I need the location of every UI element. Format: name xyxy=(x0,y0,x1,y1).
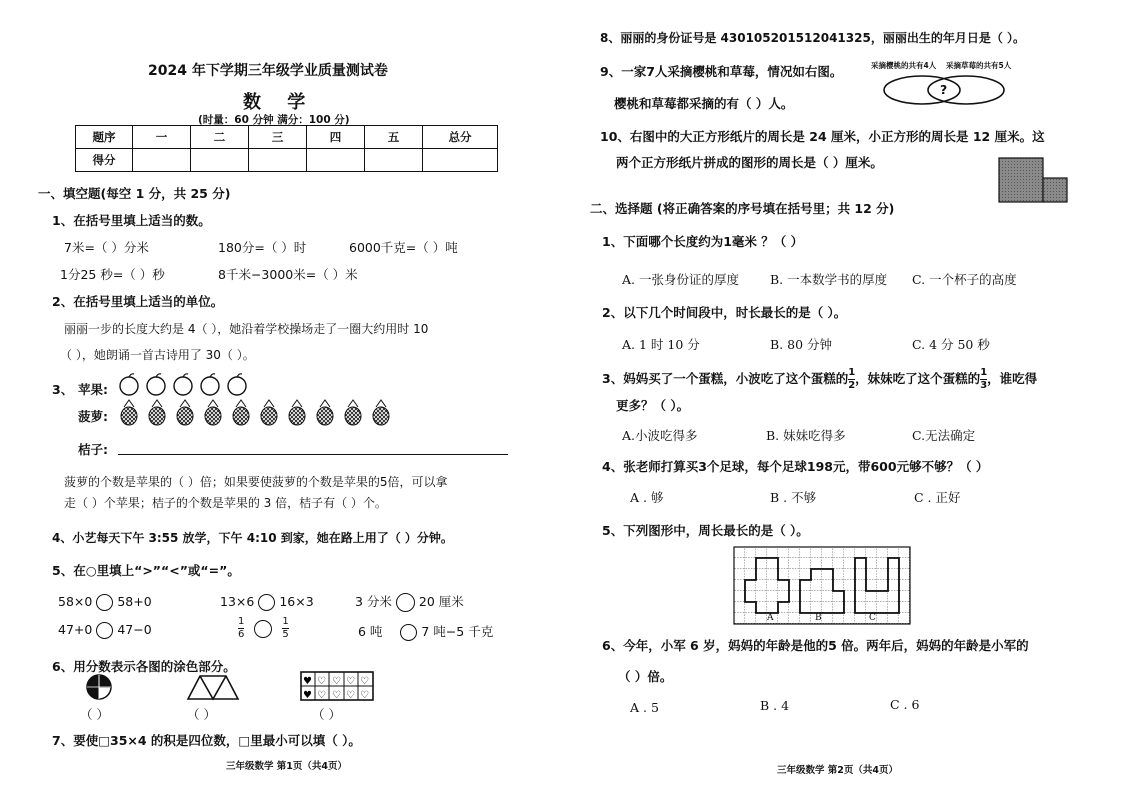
q6-blank-1[interactable]: （ ） xyxy=(80,707,109,722)
q6-prompt: 6、用分数表示各图的涂色部分。 xyxy=(52,659,236,674)
pineapple-icon xyxy=(149,400,165,425)
figure-label-b: B xyxy=(815,613,822,623)
page1-footer: 三年级数学 第1页（共4页） xyxy=(226,761,348,772)
grid-figures xyxy=(733,546,911,626)
q1-item-a: 7米=（ ）分米 xyxy=(64,240,149,255)
q6-blank-2[interactable]: （ ） xyxy=(187,707,216,722)
triangle-figure xyxy=(186,673,242,701)
c3-option-a[interactable]: A.小波吃得多 xyxy=(622,428,698,443)
heart-icon: ♡ xyxy=(317,676,326,687)
heart-icon: ♥ xyxy=(303,690,312,701)
pineapple-icon xyxy=(177,400,193,425)
q5-item-f xyxy=(358,622,493,641)
c2-option-a[interactable]: A. 1 时 10 分 xyxy=(622,337,700,352)
apple-icon xyxy=(228,374,246,395)
q5-d-left: 47+0 xyxy=(58,622,93,637)
q5-item-c xyxy=(355,592,464,612)
c2-prompt: 2、以下几个时间段中，时长最长的是（ ）。 xyxy=(602,305,847,320)
q5-f-left: 6 吨 xyxy=(358,624,383,639)
section2-heading: 二、选择题 (将正确答案的序号填在括号里；共 12 分) xyxy=(590,201,895,216)
pineapple-icon xyxy=(233,400,249,425)
score-cell: 三 xyxy=(249,126,307,149)
pineapple-label: 菠萝: xyxy=(78,409,108,424)
pineapple-icon xyxy=(345,400,361,425)
orange-answer-line[interactable] xyxy=(118,454,508,455)
q5-c-right: 20 厘米 xyxy=(418,594,464,609)
pineapple-icon xyxy=(261,400,277,425)
heart-icon: ♡ xyxy=(346,690,355,701)
score-cell: 题序 xyxy=(76,126,133,149)
q10-line2: 两个正方形纸片拼成的图形的周长是（ ）厘米。 xyxy=(616,155,883,170)
apple-label: 苹果: xyxy=(78,382,108,397)
score-input-cell[interactable] xyxy=(191,149,249,172)
figure-label-a: A xyxy=(767,613,774,623)
c3-option-b[interactable]: B. 妹妹吃得多 xyxy=(766,428,846,443)
q1-prompt: 1、在括号里填上适当的数。 xyxy=(52,213,211,228)
q1-item-b: 180分=（ ）时 xyxy=(218,240,307,255)
squares-figure xyxy=(998,157,1070,203)
c1-option-c[interactable]: C. 一个杯子的高度 xyxy=(912,272,1017,287)
score-table xyxy=(75,125,498,172)
q5-item-d xyxy=(58,622,152,639)
q10-line1: 10、右图中的大正方形纸片的周长是 24 厘米，小正方形的周长是 12 厘米。这 xyxy=(600,129,1045,144)
fraction: $\frac{1}{5}$ xyxy=(282,616,289,640)
heart-icon: ♡ xyxy=(360,690,369,701)
score-cell: 总分 xyxy=(423,126,498,149)
q5-item-b xyxy=(220,594,314,611)
shaded-circle-figure xyxy=(85,673,115,703)
q9-line2: 樱桃和草莓都采摘的有（ ）人。 xyxy=(614,96,794,111)
c6-option-b[interactable]: B . 4 xyxy=(760,698,790,713)
apple-icon xyxy=(201,374,219,395)
orange-label: 桔子: xyxy=(78,442,108,457)
q5-d-right: 47−0 xyxy=(117,622,152,637)
score-table-score-row xyxy=(76,149,498,172)
c4-option-c[interactable]: C . 正好 xyxy=(914,490,961,505)
q5-f-right: 7 吨−5 千克 xyxy=(421,624,494,639)
hearts-grid-figure xyxy=(300,671,376,701)
c4-option-a[interactable]: A . 够 xyxy=(630,490,664,505)
c6-option-c[interactable]: C . 6 xyxy=(890,697,920,712)
c2-option-c[interactable]: C. 4 分 50 秒 xyxy=(912,337,990,352)
c1-prompt: 1、下面哪个长度约为1毫米 ？（ ） xyxy=(602,234,804,249)
heart-icon: ♡ xyxy=(317,690,326,701)
heart-icon: ♡ xyxy=(360,676,369,687)
figure-label-c: C xyxy=(869,613,876,623)
c4-prompt: 4、张老师打算买3个足球，每个足球198元，带600元够不够？（ ） xyxy=(602,459,989,474)
exam-title: 2024 年下学期三年级学业质量测试卷 xyxy=(148,63,388,79)
c2-option-b[interactable]: B. 80 分钟 xyxy=(770,337,833,352)
c6-line2: （ ）倍。 xyxy=(618,669,673,684)
q1-item-e: 8千米−3000米=（ ）米 xyxy=(218,267,358,282)
compare-circle[interactable] xyxy=(396,593,415,612)
fraction: $\frac{1}{3}$ xyxy=(980,367,988,391)
venn-label-right: 采摘草莓的共有5人 xyxy=(946,61,1012,70)
c3-option-c[interactable]: C.无法确定 xyxy=(912,428,976,443)
c6-option-a[interactable]: A . 5 xyxy=(630,700,659,715)
q3-line1: 菠萝的个数是苹果的（ ）倍；如果要使菠萝的个数是苹果的5倍，可以拿 xyxy=(64,475,448,489)
score-cell: 一 xyxy=(133,126,191,149)
q7-text: 7、要使□35×4 的积是四位数，□里最小可以填（ ）。 xyxy=(52,733,361,748)
q5-b-right: 16×3 xyxy=(279,594,314,609)
pineapple-icon xyxy=(317,400,333,425)
q3-line2: 走（ ）个苹果；桔子的个数是苹果的 3 倍，桔子有（ ）个。 xyxy=(64,496,387,510)
fraction: $\frac{1}{2}$ xyxy=(848,367,856,391)
c6-line1: 6、今年，小军 6 岁，妈妈的年龄是他的5 倍。两年后，妈妈的年龄是小军的 xyxy=(602,638,1029,653)
heart-icon: ♡ xyxy=(332,690,341,701)
page2-footer: 三年级数学 第2页（共4页） xyxy=(777,765,899,776)
compare-circle[interactable] xyxy=(258,594,275,611)
q9-line1: 9、一家7人采摘樱桃和草莓，情况如右图。 xyxy=(600,64,843,79)
fraction: $\frac{1}{6}$ xyxy=(238,616,245,640)
score-input-cell[interactable] xyxy=(249,149,307,172)
heart-icon: ♡ xyxy=(332,676,341,687)
venn-center-label: ? xyxy=(940,82,948,97)
c3-prompt-part: ，妹妹吃了这个蛋糕的 xyxy=(855,371,981,386)
score-input-cell[interactable] xyxy=(133,149,191,172)
apple-icon xyxy=(120,374,138,395)
c5-prompt: 5、下列图形中，周长最长的是（ ）。 xyxy=(602,523,809,538)
pineapple-icon xyxy=(121,400,137,425)
q1-item-c: 6000千克=（ ）吨 xyxy=(349,240,458,255)
q5-c-left: 3 分米 xyxy=(355,594,392,609)
q1-item-d: 1分25 秒=（ ）秒 xyxy=(60,267,165,282)
q5-a-left: 58×0 xyxy=(58,594,93,609)
subject-title: 数 学 xyxy=(243,92,316,113)
score-input-cell[interactable] xyxy=(423,149,498,172)
q2-prompt: 2、在括号里填上适当的单位。 xyxy=(52,294,224,309)
score-input-cell[interactable] xyxy=(365,149,423,172)
q5-item-e xyxy=(238,617,289,640)
compare-circle[interactable] xyxy=(400,624,417,641)
heart-icon: ♥ xyxy=(303,676,312,687)
q4-text: 4、小艺每天下午 3:55 放学，下午 4:10 到家，她在路上用了（ ）分钟。 xyxy=(52,531,453,545)
q6-blank-3[interactable]: （ ） xyxy=(312,707,341,722)
c3-prompt-part: ，谁吃得 xyxy=(987,371,1038,386)
apple-icon xyxy=(147,374,165,395)
score-cell: 四 xyxy=(307,126,365,149)
q8-text: 8、丽丽的身份证号是 430105201512041325，丽丽出生的年月日是（ ）。 xyxy=(600,31,1026,45)
q5-b-left: 13×6 xyxy=(220,594,255,609)
q5-a-right: 58+0 xyxy=(117,594,152,609)
score-table-header-row xyxy=(76,126,498,149)
c3-line2: 更多？（ ）。 xyxy=(616,398,690,413)
venn-label-left: 采摘樱桃的共有4人 xyxy=(871,61,937,70)
score-input-cell[interactable] xyxy=(307,149,365,172)
pineapple-icon xyxy=(289,400,305,425)
pineapple-row xyxy=(118,399,403,427)
section1-heading: 一、填空题(每空 1 分，共 25 分) xyxy=(38,186,231,201)
score-cell: 二 xyxy=(191,126,249,149)
q2-line2: （ ），她朗诵一首古诗用了 30（ ）。 xyxy=(60,348,255,362)
heart-icon: ♡ xyxy=(346,676,355,687)
pineapple-icon xyxy=(373,400,389,425)
q2-line1: 丽丽一步的长度大约是 4（ ），她沿着学校操场走了一圈大约用时 10 xyxy=(64,322,429,336)
compare-circle[interactable] xyxy=(96,594,113,611)
time-info: (时量：60 分钟 满分：100 分) xyxy=(198,114,350,126)
apple-row xyxy=(118,372,258,398)
score-cell: 得分 xyxy=(76,149,133,172)
c1-option-b[interactable]: B. 一本数学书的厚度 xyxy=(770,272,888,287)
apple-icon xyxy=(174,374,192,395)
score-cell: 五 xyxy=(365,126,423,149)
compare-circle[interactable] xyxy=(254,620,272,638)
c3-prompt-part: 3、妈妈买了一个蛋糕，小波吃了这个蛋糕的 xyxy=(602,371,849,386)
c4-option-b[interactable]: B . 不够 xyxy=(770,490,817,505)
c1-option-a[interactable]: A. 一张身份证的厚度 xyxy=(622,272,739,287)
compare-circle[interactable] xyxy=(96,622,113,639)
c3-prompt xyxy=(602,368,1037,391)
q5-item-a xyxy=(58,594,152,611)
pineapple-icon xyxy=(205,400,221,425)
q3-number: 3、 xyxy=(52,382,74,397)
q5-prompt: 5、在○里填上“>”“<”或“=”。 xyxy=(52,563,240,578)
